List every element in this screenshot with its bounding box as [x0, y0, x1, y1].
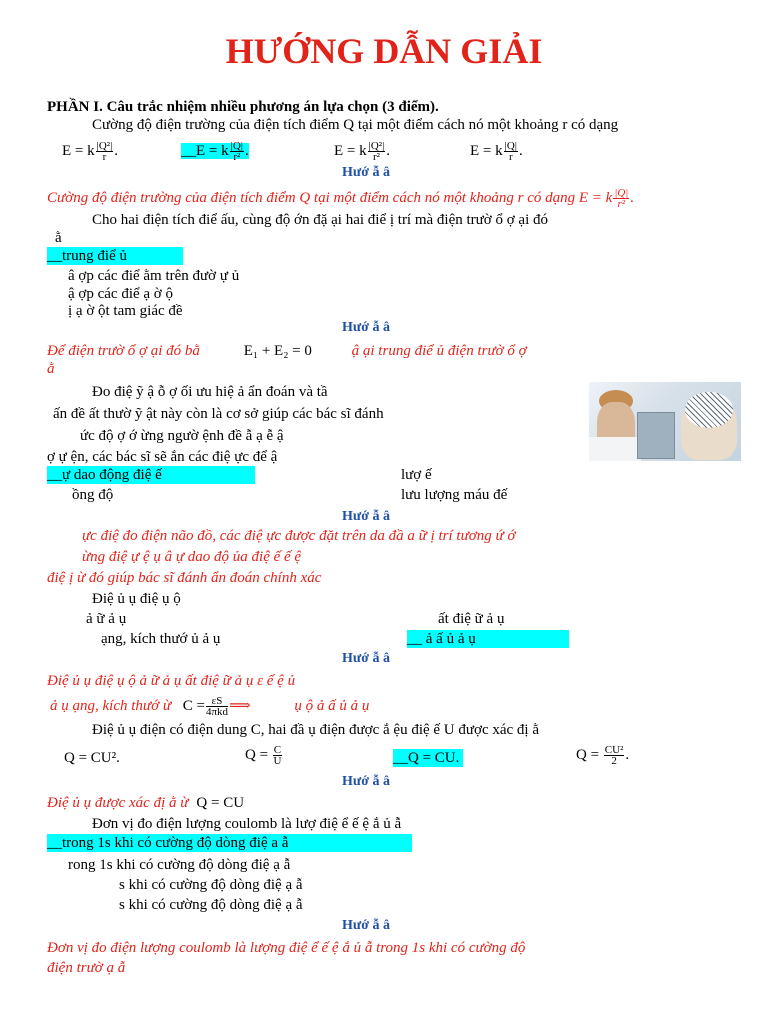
q3-solution-2: ừng điệ ự ệ ụ â ự dao độ ủa điệ ế ế ệ — [82, 549, 302, 565]
q3-option-d: lưu lượng máu đế — [401, 487, 508, 503]
q2-option-d: ị ạ ờ ột tam giác đề — [68, 303, 183, 319]
q5-stem: Điệ ủ ụ điện có điện dung C, hai đầ ụ điện được ắ ệu điệ ế U được xác đị ằ — [92, 722, 539, 738]
q1-stem: Cường độ điện trường của điện tích điểm Q tại một điểm cách nó một khoảng r có dạng — [92, 117, 619, 133]
q2-answer-heading: Hướ ẫ â — [342, 320, 391, 335]
q4-answer-heading: Hướ ẫ â — [342, 651, 391, 666]
q5-option-a: Q = CU². — [64, 750, 120, 766]
q4-solution: Điệ ủ ụ điệ ụ ộ ả ữ ả ụ ất điệ ữ ả ụ ε ế ệ ủ — [47, 673, 296, 689]
q3-stem-2: ấn đề ất thườ ỹ ật này còn là cơ sở giúp các bác sĩ đánh — [53, 406, 384, 422]
q6-option-d: s khi có cường độ dòng điệ ạ ẫ — [119, 897, 303, 913]
q3-option-b: lượ ế — [401, 467, 432, 483]
q3-answer-heading: Hướ ẫ â — [342, 509, 391, 524]
eeg-photo — [589, 382, 741, 461]
q4-solution-2: ả ụ ạng, kích thướ ừ C = $\frac{\varepsilon S}{\text{4πkd}}$ ⟹ ụ ộ ả ấ ủ ả ụ — [50, 695, 370, 718]
q4-option-c: ạng, kích thướ ủ ả ụ — [101, 631, 221, 647]
q6-option-a-correct: __trong 1s khi có cường độ dòng điệ a ẫ — [47, 834, 412, 852]
q3-solution: ực điệ đo điện não đồ, các điệ ực được đặt trên da đầ a ữ ị trí tương ứ ớ — [82, 528, 516, 544]
part-heading: PHẦN I. Câu trắc nhiệm nhiều phương án lựa chọn (3 điểm). — [47, 99, 439, 115]
q4-stem: Điệ ủ ụ điệ ụ ộ — [92, 591, 181, 607]
q3-option-c: ồng độ — [72, 487, 114, 503]
q5-option-c-correct: __Q = CU. — [393, 749, 463, 767]
q5-option-d: Q = $\frac{\text{CU²}}{2}$ . — [576, 744, 630, 767]
q5-solution: Điệ ủ ụ được xác đị ằ ừ Q = CU — [47, 795, 245, 811]
q2-stem: Cho hai điện tích điể ấu, cùng độ ớn đặ ại hai điể ị trí mà điện trườ ổ ợ ại đó — [92, 212, 548, 228]
q1-option-c: E = k $\frac{\text{|Q²|}}{\text{r²}}$ . — [334, 140, 391, 163]
q1-solution: Cường độ điện trường của điện tích điểm Q tại một điểm cách nó một khoảng r có dạng E = k $\frac{|Q|}{\text{r²}}$ . — [47, 187, 635, 210]
q5-option-b: Q = $\frac{C}{U}$ — [245, 744, 282, 767]
q3-stem: Đo điệ ỹ ậ ỗ ợ ối ưu hiệ ả ẩn đoán và tầ — [92, 384, 328, 400]
q3-solution-3: điệ ị ừ đó giúp bác sĩ đánh ẩn đoán chính xác — [47, 570, 322, 586]
q6-solution-2: điện trườ ạ ẫ — [47, 960, 126, 976]
q6-solution: Đơn vị đo điện lượng coulomb là lượng điệ ể ế ệ ắ ủ ẫ trong 1s khi có cường độ — [47, 940, 526, 956]
q3-stem-3: ức độ ợ ớ ừng ngườ ệnh đề ẫ ạ ễ ậ — [80, 428, 284, 444]
q4-option-d-correct: __ ả ấ ủ ả ụ — [407, 630, 569, 648]
q2-stem-cont: ằ — [55, 230, 62, 246]
q1-option-b-correct: __E = k $\frac{|Q|}{\text{r²}}$ . — [181, 140, 249, 163]
q2-solution: Để điện trườ ổ ợ ại đó bằ E₁ + E₂ = 0 ậ ại trung điể ủ điện trườ ổ ợ — [47, 343, 527, 359]
q2-option-a-correct: __trung điể ủ — [47, 247, 183, 265]
q1-option-a: E = k $\frac{\text{|Q²|}}{r}$ . — [62, 140, 119, 163]
q2-solution-cont: ằ — [47, 361, 55, 377]
page-title: HƯỚNG DẪN GIẢI — [225, 31, 543, 71]
q5-answer-heading: Hướ ẫ â — [342, 774, 391, 789]
q6-option-b: rong 1s khi có cường độ dòng điệ ạ ẫ — [68, 857, 291, 873]
q1-option-d: E = k $\frac{|Q|}{r}$ . — [470, 140, 523, 163]
q4-option-a: ả ữ ả ụ — [86, 611, 127, 627]
q1-answer-heading: Hướ ẫ â — [342, 165, 391, 180]
q3-stem-4: ợ ự ện, các bác sĩ sẽ ắn các điệ ực để ậ — [47, 449, 278, 465]
q2-option-c: ậ ợp các điể ạ ờ ộ — [68, 286, 173, 302]
q2-option-b: â ợp các điể ằm trên đườ ự ủ — [68, 268, 240, 284]
q3-option-a-correct: __ự dao động điệ ế — [47, 466, 255, 484]
q6-answer-heading: Hướ ẫ â — [342, 918, 391, 933]
q6-stem: Đơn vị đo điện lượng coulomb là lượ điệ ể ế ệ ắ ủ ẫ — [92, 816, 402, 832]
q6-option-c: s khi có cường độ dòng điệ ạ ẫ — [119, 877, 303, 893]
q4-option-b: ất điệ ữ ả ụ — [438, 611, 505, 627]
